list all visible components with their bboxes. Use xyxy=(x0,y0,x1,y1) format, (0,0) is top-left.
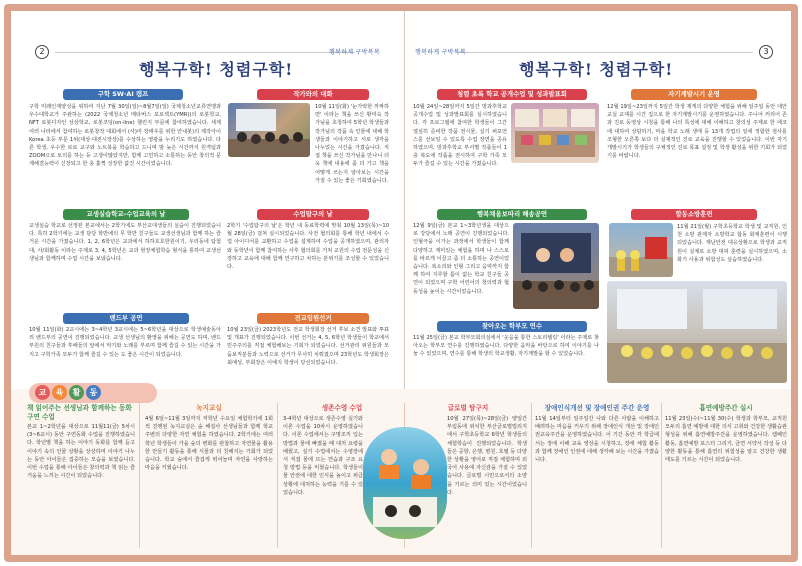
left-running-head: 행복하게 구박복복 xyxy=(329,49,380,56)
photo-puppet-show xyxy=(513,223,599,309)
section-header-parent-training: 찾아오는 학부모 연수 xyxy=(437,321,587,332)
section-body-author-talk: 10월 11일(화) '눈가락한 까짜하면' 이라는 책을 쓰신 황미숙 작가님을 초청하여 5학년 학생들과 작가님의 작품 속 인물에 대해 학생들과 이야기하고 서로 생각을 나누었는 시간을 가졌습니다. 직접 책을 쓰신 작가님을 만나니 더욱 책에 내용에 좀 더 가고 책을 어떻게 쓰는지 알아보는 시간을 가질 수 있는 좋은 기회였습니다. xyxy=(315,104,389,184)
section-header-author-talk: 작가와의 대화 xyxy=(257,89,369,100)
newsletter-spread xyxy=(4,4,798,562)
right-header-rule xyxy=(457,52,753,53)
badge-char-1: 교 xyxy=(35,385,50,400)
section-body-lesson-research: 2학기 '수업탐구의 날'은 학년 내 동료학력에 맞춰 10월 13일(목)~10월 28일(금) 걸쳐 실시되었습니다. 사전 협의회를 통해 학년 내에서 수업 아이디어를 교환하고 수업을 설계하여 수업을 공개하였으며, 관리자와 동학년이 함께 참여하는 사후 협의회를 거쳐 교원의 수업 전문성을 신장하고 교육에 대해 함께 연구하고 차하는 분위기를 조성할 수 있었습니다. xyxy=(227,223,389,271)
badge-char-3: 활 xyxy=(69,385,84,400)
column-divider-4 xyxy=(531,403,532,548)
section-header-sw-ai-camp: 구학 SW·AI 캠프 xyxy=(63,89,183,100)
bottom-body-no-smoking: 11월 23일(수)~11월 30(수) 학생과 학부모, 교직원 모두의 흡연 예방에 대한 의식 고취와 건강한 생활습관 형성을 위해 흡연예방주간을 운영하였습니다. 캠페인 활동, 흡연예방 포스터 그리기, 금연 서약서 작성 등 다양한 활동을 통해 흡연의 위험성을 알고 건강한 생활 태도를 기르는 시간이 되었습니다. xyxy=(665,416,787,464)
photo-fire-drill-group xyxy=(607,281,787,383)
bottom-title-disability: 장애인식개선 및 장애인권 주간 운영 xyxy=(544,404,650,412)
section-body-afterschool-open: 10월 24일~28일까지 5일간 방과후학교 공개수업 및 성과발표회를 실시하였습니다. 각 프로그램에 참여한 학생들이 그간 열심히 준비한 작품 전시물, 실기 퍼포먼스를 선보일 수 있도록 수업 장면을 공유하였으며, 방과후학교 부서별 작품들이 1층 복도에 작품을 전시하여 구학 가족 모두가 즐길 수 있는 시간을 가졌습니다. xyxy=(413,104,507,168)
section-header-band: 밴드부 공연 xyxy=(63,313,189,324)
section-header-afterschool-open: 청렴 초록 학교 공개수업 및 성과발표회 xyxy=(437,89,587,100)
badge-char-2: 육 xyxy=(52,385,67,400)
photo-swim-global xyxy=(363,427,447,539)
section-header-student-teacher: 교생실습학교-수업교육의 날 xyxy=(63,209,189,220)
left-page-title: 행복구학! 청렴구학! xyxy=(139,60,294,79)
section-header-self-development: 자기계발시기 운영 xyxy=(631,89,757,100)
section-header-fire-drill: 합동소방훈련 xyxy=(631,209,757,220)
bottom-body-survival-swim: 3-4학년 대상으로 생존수영 실기와 이론 수업을 10차시 운영하였습니다. 이론 수업에서는 구명조끼 입는 방법과 물에 빠졌을 때 대처 요령을 배웠고, 실기 수업에서는 수영장에서 직접 물에 뜨는 연습과 구조 요청 방법 등을 익혔습니다. 학생들이 물 안전에 대한 인식을 높이고 위급 상황에 대처하는 능력을 기를 수 있었습니다. xyxy=(283,416,363,496)
photo-fire-drill xyxy=(609,223,673,277)
left-page-number: 2 xyxy=(35,45,49,59)
bottom-body-global: 10월 27일(목)~28일(금) 양일간 부림동에 위치한 부산글로벌빌리지에서 구학초등학교 6학년 학생들의 체험학습이 진행되었습니다. 학생들은 공항, 은행, 병원, 호텔 등 다양한 상황을 영어로 직접 체험하며 외국어 사용에 자신감을 가질 수 있었습니다. 글로벌 시민으로서의 소양을 기르는 의미 있는 시간이었습니다. xyxy=(447,416,527,496)
column-divider-2 xyxy=(277,403,278,548)
bottom-title-no-smoking: 흡연예방주간 실시 xyxy=(699,404,753,412)
section-body-election: 10월 23일(금) 2023학년도 전교 학생회장 선거 후보 소견 발표와 투표 및 개표가 진행되었습니다. 이번 선거는 4, 5, 6학년 학생들이 학교에서 민주주의를 직접 체험해보는 기회가 되었습니다. 선거관리 위원들과 모둠보직분들과 노력으로 선거가 무사히 치뤄졌으며 23학년도 학생회장은 최예성, 부회장은 이예지 학생이 당선되었습니다. xyxy=(227,327,389,366)
column-divider-5 xyxy=(661,403,662,548)
section-header-puppet-show: 행복채움보따리 해송공연 xyxy=(437,209,587,220)
badge-char-4: 동 xyxy=(86,385,101,400)
section-body-student-teacher: 교생실습 학교로 선정된 본교에서는 2학기에도 부산교대생들의 실습이 진행되었습니다. 특히 2학기에는 교생 담당 학반에의 무 학반 친구들도 교생선생님과 함께 하는 즐거운 시간을 가졌습니다. 1, 2, 6학년은 교과에서 하하호호한원이기, 우리동네 탐험대, 사/회활동 이라는 주제로 3, 4, 5학년은 교과 현장체험학습 형식을 통하여 교생선생님과 함께하며 수업 시간을 보냈습니다. xyxy=(29,223,221,262)
bottom-title-green-class: 녹지교실 xyxy=(196,404,222,412)
bottom-title-global: 글로벌 탐구지 xyxy=(447,404,489,412)
bottom-body-disability: 11월 14일부터 일주일간 나와 다른 사람을 이해하고 배려하는 마음을 키우기 위해 장애인식 개선 및 장애인권교육주간을 운영하였습니다. 이 기간 동안 각 학급에서는 장애 이해 교육 영상을 시청하고, 장애 체험 활동과 함께 장애인 인권에 대해 생각해 보는 시간을 가졌습니다. xyxy=(535,416,659,464)
bottom-title-storytelling: 책 읽어주는 선생님과 함께하는 동화구연 수업 xyxy=(27,404,132,421)
section-body-parent-training: 11월 25일(금) 본교 학부모회의실에서 '웃음을 통한 스토리텔링' 이라는 주제로 찾아오는 학부모 연수를 진행하였습니다. 다양한 음악을 바탕으로 하여 이야기를 나눌 수 있었으며, 연수를 통해 학생의 학교생활, 자기계발을 할 수 있었습니다. xyxy=(413,335,599,358)
bottom-body-green-class: 4월 6일~11월 3일까지 저학년 수요일 체험학기에 1회씩 진행된 녹지교실은 숲 해설사 선생님들과 함께 학교 주변의 다양한 자연 체험을 하였습니다. 2학기에는 여러 학년 학생들이 가을 숲의 변화를 관찰하고 자연물을 활용한 만들기 활동을 통해 식물과 더 친해지는 기회가 되었습니다. 학교 숲에서 즐겁게 뛰어놀며 자연을 사랑하는 마음을 키웠습니다. xyxy=(145,416,273,472)
section-body-sw-ai-camp: 구학 미래인재양성을 위하여 지난 7월 30일(일)~8월7일(일) 국제청소년교류연맹과 우수대학교가 주관하는 (2022 국제청소년 메타버스 포로젝트(YMR))의 로봇학교, NFT 로봇디자인 상상학교, 로봇코딩(on-line) 챌린지 부문에 참여하였습니다. 세계 여러 나라에서 참여하는 로봇창작 대회에서 (사)미 장애우를 위한 안내봇)의 제작아이 Korea 초등 부문 1위(대상·대전시장상)를 수상하는 영광을 누리기도 하였습니다. 다른 학생, 우수한 로로 교구와 노트북을 학습하고 드니며 밤 늦은 시간까지 원격팀과 ZOOM으로 토의를 하는 등 고생이많았지만, 함께 고민하고 소통하는 동안 창의적 문제해결능력이 신장되고 한 층 훌쩍 성장한 값진 시간이었습니다. xyxy=(29,104,221,168)
photo-author-talk xyxy=(228,103,310,157)
section-header-lesson-research: 수업탐구의 날 xyxy=(257,209,369,220)
section-body-puppet-show: 12월 9일(금) 본교 1~3학년생을 대상으로 강당에서 노래 공연이 진행되었습니다. 인형극을 이가는 과정에서 학생들이 함께 다양하고 재미있는 체험을 하며 나 스스로를 바르게 이끌고 좀 더 소통하는 공연이었습니다. 복소리와 인형 그리고 음악까지 함께 하여 지루할 틈이 없는 학교 친구들 공연이 되었으며 구학 어린이의 창의력과 협동성을 높이는 시간이었습니다. xyxy=(413,223,509,295)
right-page-number: 3 xyxy=(759,45,773,59)
section-body-self-development: 12월 19일~23일까지 5일간 학생 제게의 다양한 체험을 위해 일주일 동안 대안 교실 교재를 시간 집으로 한 자기계발시기를 운영하였습니다. 주니어 커리어 존과 진로 동영상 시청을 통해 나의 특성에 대해 이해하고 창의성 주제로 한 에코 에 대하여 상담하기, 마을 학교 노래 생태 등 13개 작업의 일에 적합한 검사를 조형한 오른쪽 보다 더 실제적인 진로 교육을 진행할 수 있었습니다. 이번 자기개발시기가 학생들의 구체적인 진로 목표 설정 및 학생 활성을 위한 기회가 되었기를 바랍니다. xyxy=(607,104,787,160)
left-header-rule xyxy=(55,52,355,53)
column-divider-1 xyxy=(139,403,140,548)
section-body-fire-drill: 11월 21일(월) 구학초등학교 학생 및 교직원, 인천 소방 관계자 소방학교 합동 화재훈련이 시행되었습니다. 재난안전 대응상황으로 학생과 교직원이 실제로 소방 대피 훈련을 실시하였으며, 소화기 사용과 위험성도 실습하였습니다. xyxy=(677,224,787,263)
photo-afterschool-open xyxy=(511,103,599,163)
bottom-body-storytelling: 본교 1~2학년을 대상으로 11월11(금) 5차시(3~6교시) 동안 구연동화 수업을 진행하였습니다. 학년별 책을 하는 이야기 동화를 함께 듣고 이야기 속의 인물 상황을 상상하며 이야기 나누는 동안 아이들은 집중하는 모습을 보였습니다. 이번 수업을 통해 아이들은 창의력과 책 읽는 즐거움을 느끼는 시간이 되었습니다. xyxy=(27,424,135,480)
bottom-title-survival-swim: 생존수영 수업 xyxy=(321,404,363,412)
section-header-election: 전교임원선거 xyxy=(257,313,369,324)
section-body-band: 10월 11일(화) 2교시에는 3~4학년 3교시에는 5~6학년을 대상으로 학생예술동아리 밴드부의 공연이 진행되었습니다. 교생 선생님의 환영을 위해는 공연도 하며, 밴드부원의 친구들과 후배들의 앞에서 악기와 노래를 부르며 함께 즐길 수 있는 시간을 가지고 구학가족 모두가 함께 즐길 수 있는 도 좋은 시간이 되었습니다. xyxy=(29,327,221,358)
right-page-title: 행복구학! 청렴구학! xyxy=(519,60,674,79)
right-running-head: 행복하게 구박복복 xyxy=(415,49,466,56)
